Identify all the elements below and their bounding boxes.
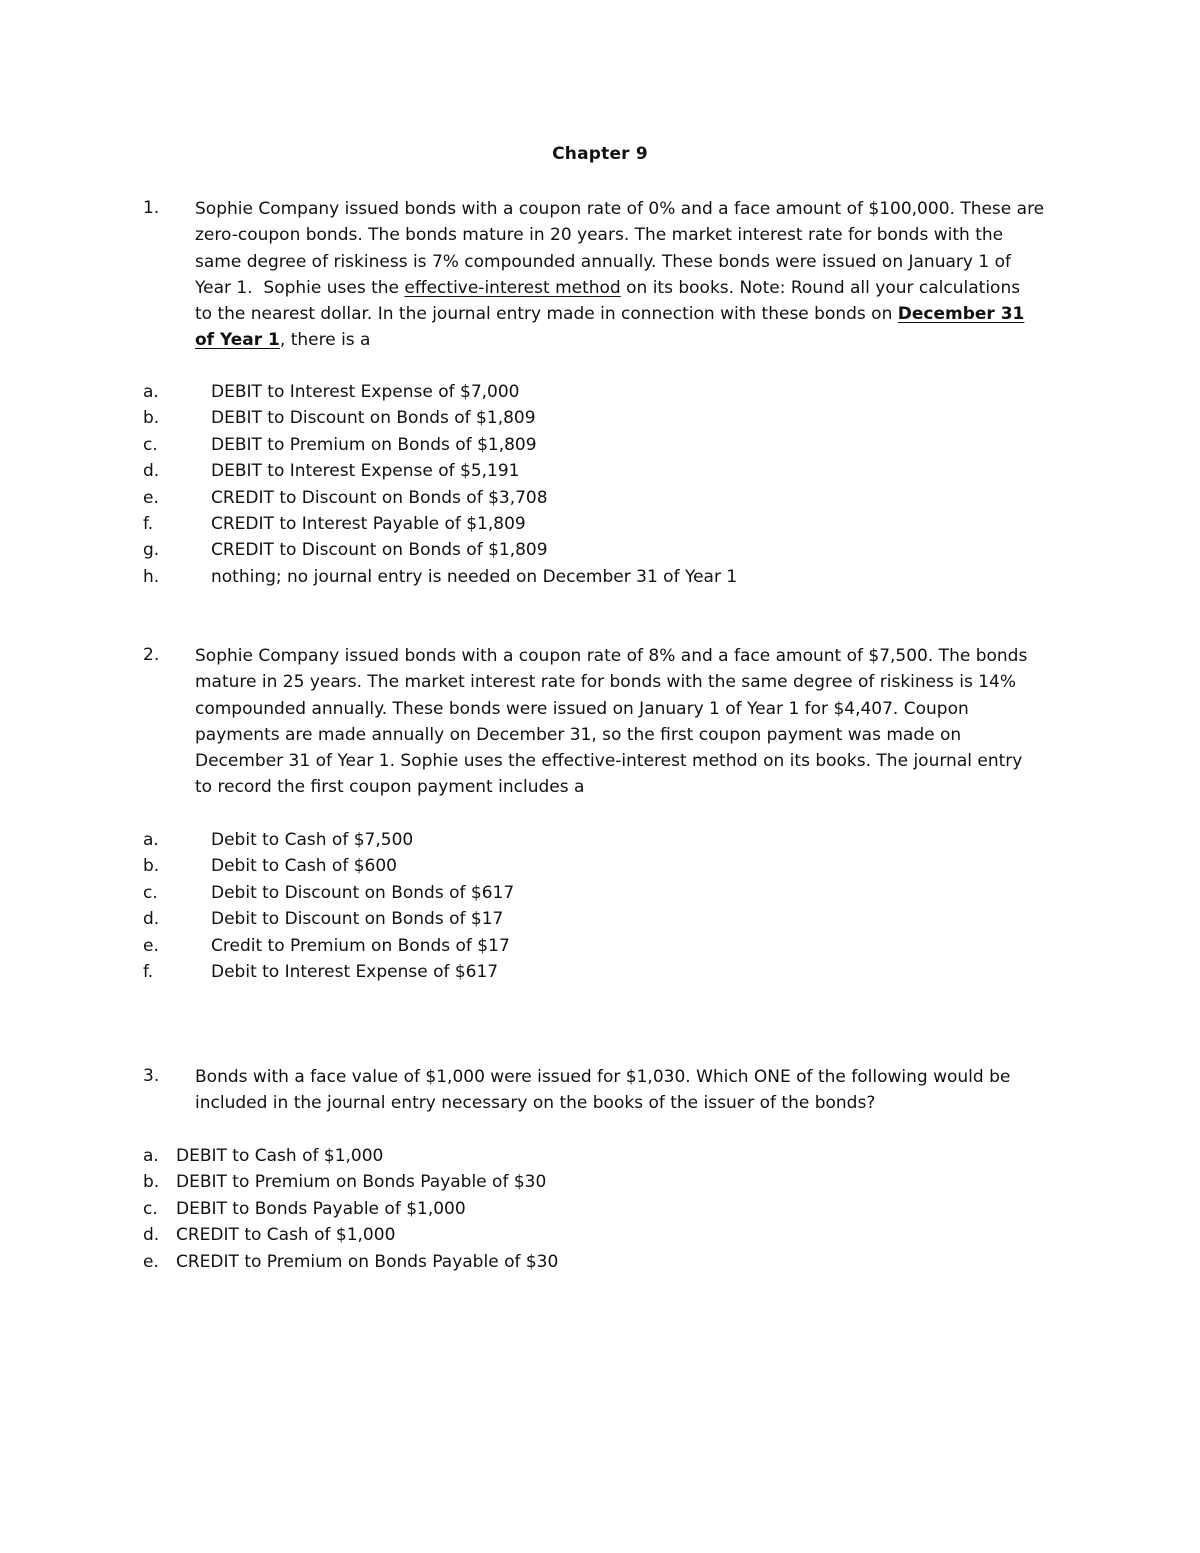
question-1-line-2: zero-coupon bonds. The bonds mature in 20 years. The market interest rate for bonds with the xyxy=(195,225,1004,246)
question-1-line-6 xyxy=(195,327,1075,353)
option-letter: e. xyxy=(143,935,159,956)
question-1-line-1: Sophie Company issued bonds with a coupon rate of 0% and a face amount of $100,000. These are xyxy=(195,199,1045,219)
option-letter: c. xyxy=(143,434,158,455)
option-letter: d. xyxy=(143,1225,160,1246)
option-letter: f. xyxy=(143,961,154,982)
question-1-text xyxy=(195,196,1075,354)
option-text: nothing; no journal entry is needed on December 31 of Year 1 xyxy=(211,566,738,587)
underlined-term: effective-interest method xyxy=(404,277,621,298)
option-letter: d. xyxy=(143,909,160,930)
option-letter: e. xyxy=(143,487,159,508)
option-text: DEBIT to Bonds Payable of $1,000 xyxy=(176,1198,466,1219)
question-2-line-3: compounded annually. These bonds were issued on January 1 of Year 1 for $4,407. Coupon xyxy=(195,698,969,719)
option-text: Debit to Discount on Bonds of $617 xyxy=(211,882,515,903)
option-letter: c. xyxy=(143,882,158,903)
option-text: DEBIT to Discount on Bonds of $1,809 xyxy=(211,408,536,429)
option-text: Debit to Cash of $7,500 xyxy=(211,830,414,850)
option-text: CREDIT to Discount on Bonds of $3,708 xyxy=(211,487,548,508)
option-text: Debit to Cash of $600 xyxy=(211,856,397,877)
option-letter: a. xyxy=(143,1146,159,1166)
option-text: DEBIT to Premium on Bonds Payable of $30 xyxy=(176,1172,547,1193)
option-text: Credit to Premium on Bonds of $17 xyxy=(211,935,510,956)
question-2-line-4: payments are made annually on December 31, so the first coupon payment was made on xyxy=(195,724,962,745)
option-letter: c. xyxy=(143,1198,158,1219)
option-text: CREDIT to Discount on Bonds of $1,809 xyxy=(211,540,548,561)
option-text: CREDIT to Interest Payable of $1,809 xyxy=(211,513,526,534)
option-letter: g. xyxy=(143,540,160,561)
question-2-line-1: Sophie Company issued bonds with a coupon rate of 8% and a face amount of $7,500. The bonds xyxy=(195,646,1028,666)
question-2-line-5: December 31 of Year 1. Sophie uses the effective-interest method on its books. The journal entry xyxy=(195,751,1023,772)
question-2-number: 2. xyxy=(143,645,160,665)
option-text: CREDIT to Premium on Bonds Payable of $30 xyxy=(176,1251,559,1272)
emphasized-year: of Year 1 xyxy=(195,330,280,351)
option-letter: h. xyxy=(143,566,160,587)
page-title: Chapter 9 xyxy=(552,144,648,164)
option-letter: b. xyxy=(143,1172,160,1193)
question-3-line-2: included in the journal entry necessary on the books of the issuer of the bonds? xyxy=(195,1093,876,1114)
question-1-line-5 xyxy=(195,301,1075,327)
option-letter: e. xyxy=(143,1251,159,1272)
question-2-line-6: to record the first coupon payment includes a xyxy=(195,777,585,798)
question-3-number: 3. xyxy=(143,1066,160,1086)
option-letter: b. xyxy=(143,856,160,877)
question-3-line-1: Bonds with a face value of $1,000 were issued for $1,030. Which ONE of the following would be xyxy=(195,1067,1011,1087)
question-3-text xyxy=(195,1064,1075,1117)
question-2-line-2: mature in 25 years. The market interest rate for bonds with the same degree of riskiness is 14% xyxy=(195,672,1017,693)
option-text: Debit to Discount on Bonds of $17 xyxy=(211,909,504,930)
question-1-line-3: same degree of riskiness is 7% compounded annually. These bonds were issued on January 1 of xyxy=(195,251,1011,272)
option-letter: a. xyxy=(143,830,159,850)
option-letter: b. xyxy=(143,408,160,429)
option-text: DEBIT to Interest Expense of $7,000 xyxy=(211,382,520,402)
option-text: DEBIT to Cash of $1,000 xyxy=(176,1146,384,1166)
question-2-text xyxy=(195,643,1075,801)
option-letter: a. xyxy=(143,382,159,402)
question-1-line-6-end: , there is a xyxy=(279,330,371,351)
question-1-line-5-start: to the nearest dollar. In the journal entry made in connection with these bonds on xyxy=(195,304,898,325)
option-text: DEBIT to Interest Expense of $5,191 xyxy=(211,461,520,482)
option-letter: f. xyxy=(143,513,154,534)
option-text: DEBIT to Premium on Bonds of $1,809 xyxy=(211,434,537,455)
emphasized-date: December 31 xyxy=(897,304,1025,325)
option-text: CREDIT to Cash of $1,000 xyxy=(176,1225,396,1246)
option-text: Debit to Interest Expense of $617 xyxy=(211,961,499,982)
question-1-line-4-start: Year 1. Sophie uses the xyxy=(195,277,405,298)
question-1-line-4-end: on its books. Note: Round all your calculations xyxy=(620,277,1021,298)
question-1-line-4 xyxy=(195,275,1075,301)
question-1-number: 1. xyxy=(143,198,160,218)
option-letter: d. xyxy=(143,461,160,482)
